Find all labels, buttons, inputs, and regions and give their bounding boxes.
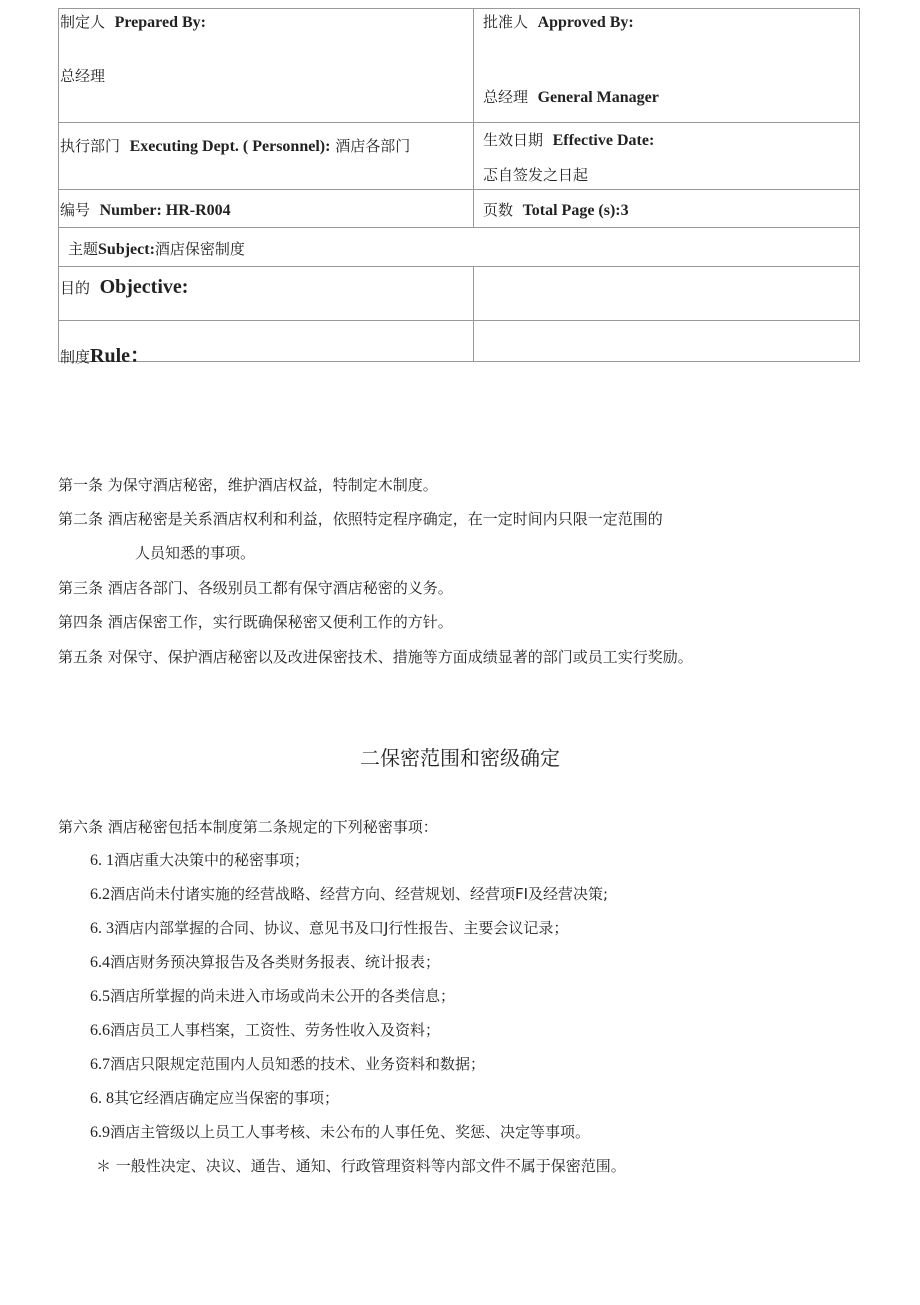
item-number: 6.6 bbox=[90, 1022, 110, 1039]
item-number: 6.7 bbox=[90, 1056, 110, 1073]
item-number: 6. 3 bbox=[90, 920, 114, 937]
document-number: 编号 Number: HR-R004 bbox=[60, 201, 231, 219]
effective-date-value: 忑自签发之日起 bbox=[483, 166, 589, 184]
list-item bbox=[90, 883, 608, 904]
article-5: 第五条 对保守、保护酒店秘密以及改进保密技术、措施等方面成绩显著的部门或员工实行奖励。 bbox=[58, 648, 693, 666]
item-text: 酒店只限规定范围内人员知悉的技术、业务资料和数据； bbox=[110, 1055, 486, 1073]
row-divider bbox=[59, 122, 859, 123]
item-text: 酒店所掌握的尚未进入市场或尚未公开的各类信息； bbox=[110, 987, 456, 1005]
prepared-by-label: 制定人 Prepared By: bbox=[60, 13, 206, 31]
item-number: 6. 1 bbox=[90, 852, 114, 869]
item-number: 6.9 bbox=[90, 1124, 110, 1141]
item-text: 酒店尚未付诸实施的经营战略、经营方向、经营规划、经营项FI及经营决策; bbox=[110, 885, 609, 903]
list-item bbox=[90, 1087, 339, 1108]
item-text: 酒店重大决策中的秘密事项； bbox=[114, 851, 310, 869]
article-3: 第三条 酒店各部门、各级别员工都有保守酒店秘密的义务。 bbox=[58, 579, 453, 597]
article-4: 第四条 酒店保密工作，实行既确保秘密又便利工作的方针。 bbox=[58, 613, 453, 631]
list-item bbox=[90, 1053, 485, 1074]
total-pages: 页数 Total Page (s):3 bbox=[483, 201, 629, 219]
item-number: 6.4 bbox=[90, 954, 110, 971]
list-item bbox=[90, 1019, 440, 1040]
row-divider bbox=[59, 189, 859, 190]
item-text: 其它经酒店确定应当保密的事项； bbox=[114, 1089, 340, 1107]
list-item bbox=[90, 849, 309, 870]
article-2-continued: 人员知悉的事项。 bbox=[135, 544, 256, 562]
item-text: 酒店财务预决算报告及各类财务报表、统计报表； bbox=[110, 953, 441, 971]
list-item bbox=[90, 917, 568, 938]
note: ＊ 一般性决定、决议、通告、通知、行政管理资料等内部文件不属于保密范围。 bbox=[96, 1157, 626, 1175]
section-heading: 二保密范围和密级确定 bbox=[360, 746, 560, 770]
row-divider bbox=[59, 266, 859, 267]
prepared-by-value: 总经理 bbox=[60, 67, 106, 85]
item-text: 酒店员工人事档案，工资性、劳务性收入及资料； bbox=[110, 1021, 441, 1039]
item-number: 6. 8 bbox=[90, 1090, 114, 1107]
column-divider bbox=[473, 9, 474, 227]
item-text: 酒店主管级以上员工人事考核、未公布的人事任免、奖惩、决定等事项。 bbox=[110, 1123, 591, 1141]
list-item bbox=[90, 1121, 590, 1142]
effective-date-label: 生效日期 Effective Date: bbox=[483, 131, 655, 149]
executing-dept: 执行部门 Executing Dept. ( Personnel): 酒店各部门 bbox=[60, 137, 411, 155]
item-number: 6.2 bbox=[90, 886, 110, 903]
item-number: 6.5 bbox=[90, 988, 110, 1005]
objective-label: 目的 Objective: bbox=[60, 276, 189, 298]
list-item bbox=[90, 985, 455, 1006]
article-1: 第一条 为保守酒店秘密，维护酒店权益，特制定木制度。 bbox=[58, 476, 438, 494]
approved-by-label: 批准人 Approved By: bbox=[483, 13, 634, 31]
article-2: 第二条 酒店秘密是关系酒店权利和利益，依照特定程序确定，在一定时间内只限一定范围的 bbox=[58, 510, 663, 528]
row-divider bbox=[59, 320, 859, 321]
approved-by-value: 总经理 General Manager bbox=[483, 88, 659, 106]
subject: 主题Subject:酒店保密制度 bbox=[68, 240, 245, 258]
column-divider bbox=[473, 266, 474, 362]
article-6: 第六条 酒店秘密包括本制度第二条规定的下列秘密事项： bbox=[58, 818, 438, 836]
header-table bbox=[58, 8, 860, 367]
rule-label: 制度Rule： bbox=[60, 345, 151, 367]
list-item bbox=[90, 951, 440, 972]
row-divider bbox=[59, 227, 859, 228]
item-text: 酒店内部掌握的合同、协议、意见书及口J行性报告、主要会议记录； bbox=[114, 919, 569, 937]
